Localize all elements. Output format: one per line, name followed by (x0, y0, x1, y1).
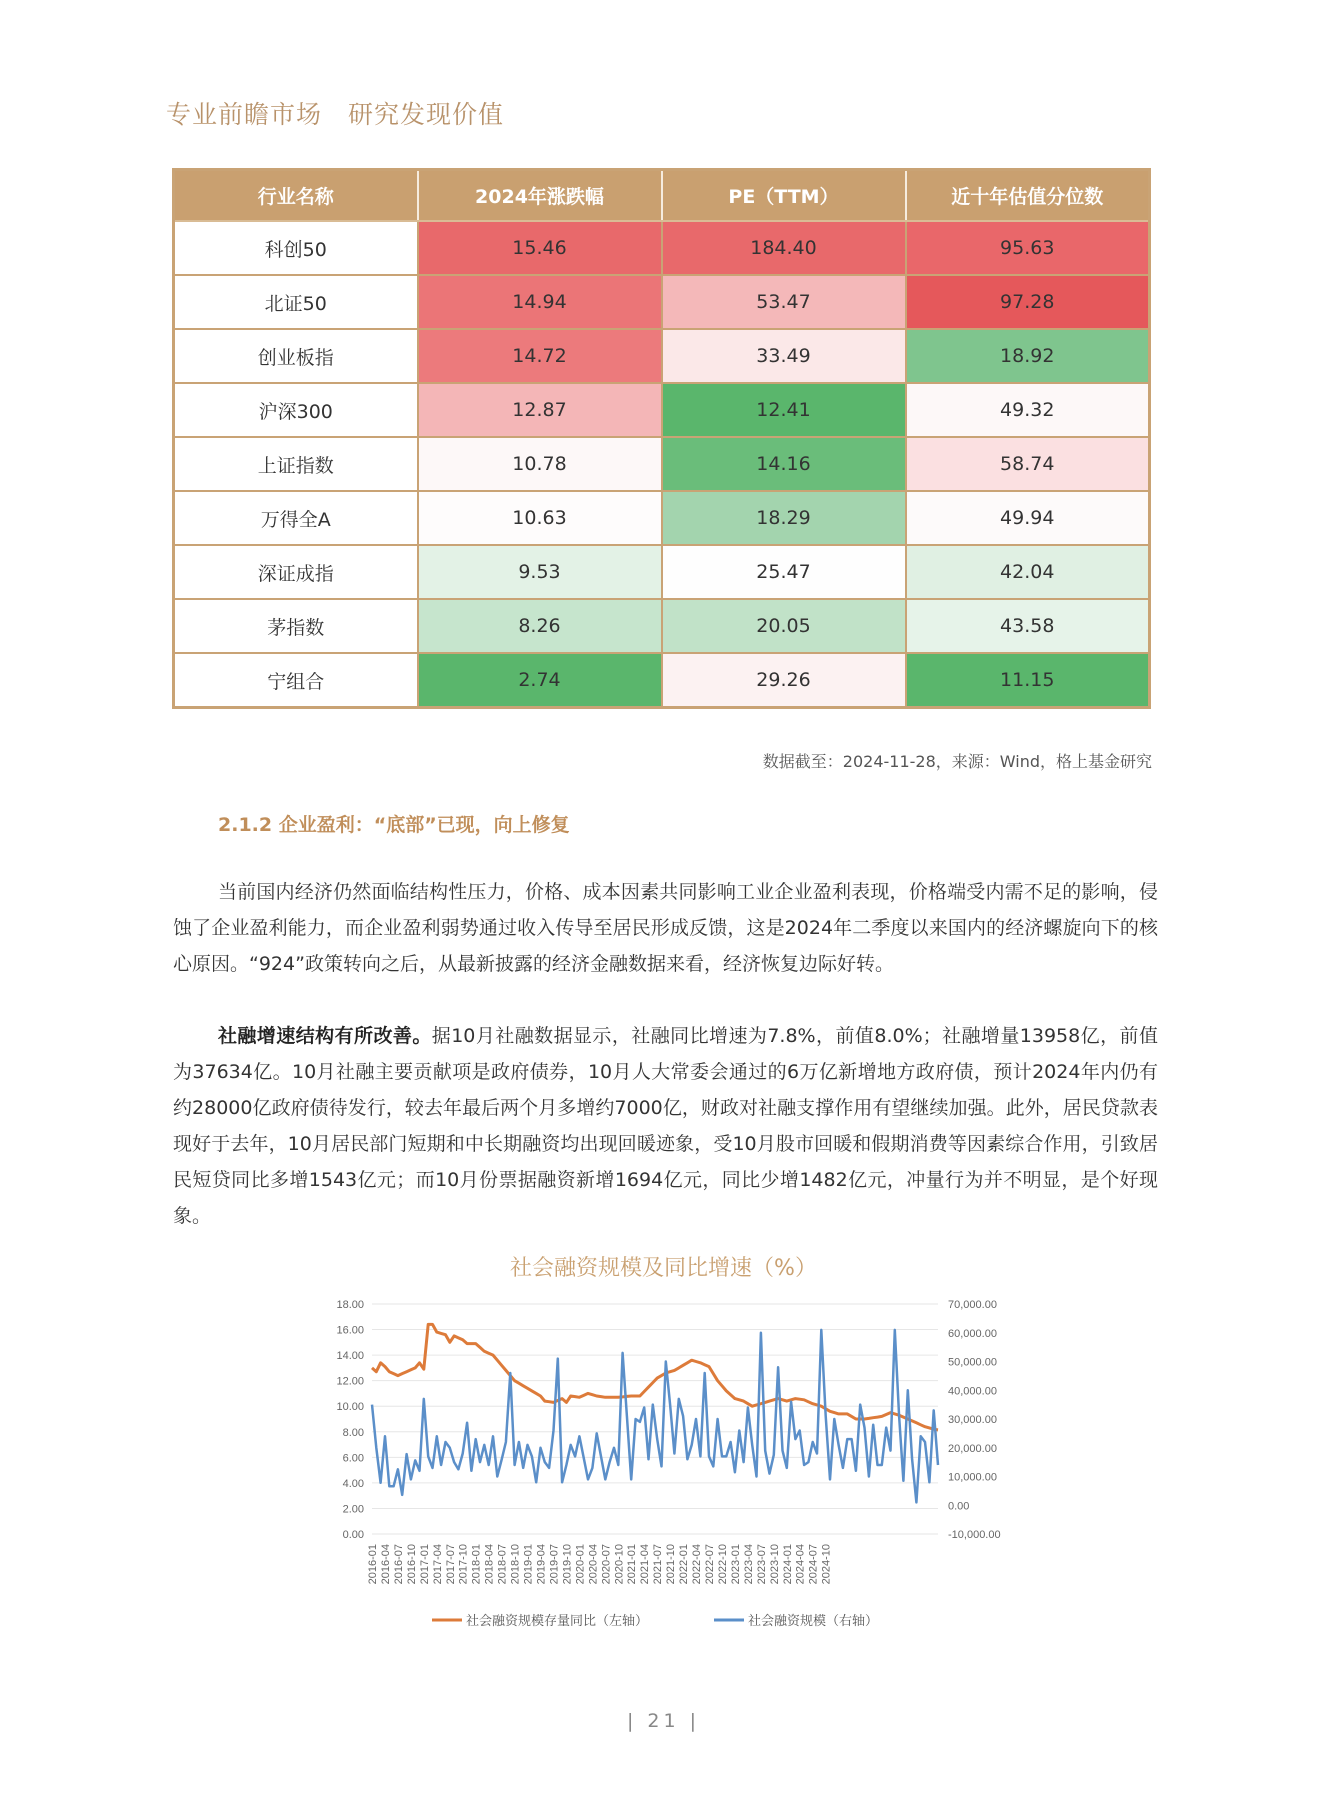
x-tick-label: 2022-04 (691, 1544, 704, 1585)
table-row (174, 383, 1150, 437)
table-row (174, 437, 1150, 491)
x-tick-label: 2023-01 (729, 1544, 742, 1585)
value-cell: 12.41 (662, 383, 906, 437)
paragraph-economy: 当前国内经济仍然面临结构性压力，价格、成本因素共同影响工业企业盈利表现，价格端受内需不足的影响，侵蚀了企业盈利能力，而企业盈利弱势通过收入传导至居民形成反馈，这是2024年二季度以来国内的经济螺旋向下的核心原因。“924”政策转向之后，从最新披露的经济金融数据来看，经济恢复边际好转。 (173, 881, 1158, 975)
y-left-tick: 12.00 (336, 1375, 364, 1388)
value-cell: 58.74 (906, 437, 1150, 491)
value-cell: 49.94 (906, 491, 1150, 545)
table-row (174, 491, 1150, 545)
y-right-tick: 0.00 (948, 1500, 970, 1513)
value-cell: 12.87 (418, 383, 662, 437)
value-cell: 33.49 (662, 329, 906, 383)
x-tick-label: 2021-04 (639, 1544, 652, 1585)
paragraph-lead: 社融增速结构有所改善。 (218, 1025, 432, 1047)
value-cell: 14.72 (418, 329, 662, 383)
data-source-note: 数据截至：2024-11-28，来源：Wind，格上基金研究 (762, 752, 1152, 771)
column-header: 近十年估值分位数 (906, 170, 1150, 222)
page-number-value: 21 (647, 1710, 680, 1732)
y-right-tick: 60,000.00 (948, 1327, 997, 1340)
value-cell: 49.32 (906, 383, 1150, 437)
x-tick-label: 2017-04 (431, 1544, 444, 1585)
y-left-tick: 8.00 (342, 1426, 364, 1439)
industry-name-cell: 上证指数 (174, 437, 418, 491)
y-left-tick: 4.00 (342, 1477, 364, 1490)
x-tick-label: 2018-07 (496, 1544, 509, 1585)
x-tick-label: 2022-07 (704, 1544, 717, 1585)
x-tick-label: 2019-10 (561, 1544, 574, 1585)
industry-name-cell: 宁组合 (174, 653, 418, 708)
x-tick-label: 2019-07 (548, 1544, 561, 1585)
y-left-tick: 18.00 (336, 1299, 364, 1311)
column-header: 行业名称 (174, 170, 418, 222)
table-row (174, 329, 1150, 383)
x-tick-label: 2023-07 (755, 1544, 768, 1585)
value-cell: 14.94 (418, 275, 662, 329)
y-right-tick: 40,000.00 (948, 1385, 997, 1398)
y-left-tick: 16.00 (336, 1324, 364, 1337)
x-tick-label: 2022-01 (678, 1544, 691, 1585)
x-tick-label: 2020-04 (587, 1544, 600, 1585)
table-row (174, 545, 1150, 599)
y-left-tick: 10.00 (336, 1401, 364, 1414)
x-tick-label: 2017-10 (457, 1544, 470, 1585)
value-cell: 97.28 (906, 275, 1150, 329)
value-cell: 20.05 (662, 599, 906, 653)
x-tick-label: 2020-01 (574, 1544, 587, 1585)
x-tick-label: 2023-10 (768, 1544, 781, 1585)
industry-name-cell: 万得全A (174, 491, 418, 545)
column-header: PE（TTM） (662, 170, 906, 222)
x-tick-label: 2018-04 (483, 1544, 496, 1585)
value-cell: 10.78 (418, 437, 662, 491)
industry-name-cell: 科创50 (174, 221, 418, 275)
paragraph-body: 据10月社融数据显示，社融同比增速为7.8%，前值8.0%；社融增量13958亿，前值为37634亿。10月社融主要贡献项是政府债券，10月人大常委会通过的6万亿新增地方政府债，预计2024年内仍有约28000亿政府债待发行，较去年最后两个月多增约7000亿，财政对社融支撑作用有望继续加强。此外，居民贷款表现好于去年，10月居民部门短期和中长期融资均出现回暖迹象，受10月股市回暖和假期消费等因素综合作用，引致居民短贷同比多增1543亿元；而10月份票据融资新增1694亿元，同比少增1482亿元，冲量行为并不明显，是个好现象。 (173, 1025, 1158, 1227)
value-cell: 53.47 (662, 275, 906, 329)
x-tick-label: 2021-10 (665, 1544, 678, 1585)
y-left-tick: 2.00 (342, 1503, 364, 1516)
value-cell: 10.63 (418, 491, 662, 545)
page-number: | 21 | (626, 1710, 701, 1732)
legend-label-monthly-scale: 社会融资规模（右轴） (748, 1614, 879, 1629)
y-right-tick: 10,000.00 (948, 1471, 997, 1484)
value-cell: 2.74 (418, 653, 662, 708)
chart-title: 社会融资规模及同比增速（%） (510, 1256, 817, 1281)
value-cell: 8.26 (418, 599, 662, 653)
value-cell: 18.92 (906, 329, 1150, 383)
x-tick-label: 2016-04 (379, 1544, 392, 1585)
value-cell: 15.46 (418, 221, 662, 275)
y-left-tick: 14.00 (336, 1350, 364, 1363)
industry-name-cell: 北证50 (174, 275, 418, 329)
value-cell: 18.29 (662, 491, 906, 545)
industry-name-cell: 茅指数 (174, 599, 418, 653)
industry-valuation-table (172, 168, 1151, 709)
x-tick-label: 2021-07 (652, 1544, 665, 1585)
x-tick-label: 2016-01 (367, 1544, 379, 1585)
page-header (166, 95, 504, 131)
value-cell: 184.40 (662, 221, 906, 275)
y-right-tick: 50,000.00 (948, 1356, 997, 1369)
y-left-tick: 6.00 (342, 1452, 364, 1465)
section-heading: 2.1.2 企业盈利：“底部”已现，向上修复 (218, 814, 570, 836)
table-row (174, 221, 1150, 275)
industry-name-cell: 深证成指 (174, 545, 418, 599)
x-tick-label: 2018-10 (509, 1544, 522, 1585)
value-cell: 25.47 (662, 545, 906, 599)
value-cell: 14.16 (662, 437, 906, 491)
x-tick-label: 2024-01 (781, 1544, 794, 1585)
x-tick-label: 2019-01 (522, 1544, 535, 1585)
y-right-tick: 30,000.00 (948, 1414, 997, 1426)
value-cell: 95.63 (906, 221, 1150, 275)
header-right: 研究发现价值 (348, 100, 505, 129)
x-tick-label: 2020-07 (600, 1544, 613, 1585)
y-right-tick: 70,000.00 (948, 1299, 997, 1311)
table-body (174, 221, 1150, 708)
x-tick-label: 2016-10 (405, 1544, 418, 1585)
table-row (174, 275, 1150, 329)
x-tick-label: 2023-04 (742, 1544, 755, 1585)
x-tick-label: 2024-04 (794, 1544, 807, 1585)
x-tick-label: 2017-07 (444, 1544, 457, 1585)
table-row (174, 599, 1150, 653)
paragraph-social-financing (173, 1018, 1158, 1234)
x-tick-label: 2017-01 (418, 1544, 431, 1585)
x-tick-label: 2021-01 (626, 1544, 639, 1585)
column-header: 2024年涨跌幅 (418, 170, 662, 222)
table-header-row (174, 170, 1150, 222)
value-cell: 43.58 (906, 599, 1150, 653)
header-left: 专业前瞻市场 (166, 100, 323, 129)
x-tick-label: 2019-04 (535, 1544, 548, 1585)
table-row (174, 653, 1150, 708)
x-tick-label: 2016-07 (392, 1544, 405, 1585)
value-cell: 42.04 (906, 545, 1150, 599)
y-left-tick: 0.00 (342, 1529, 364, 1541)
value-cell: 11.15 (906, 653, 1150, 708)
x-tick-label: 2020-10 (613, 1544, 626, 1585)
value-cell: 29.26 (662, 653, 906, 708)
x-tick-label: 2024-10 (820, 1544, 833, 1585)
legend-label-stock-yoy: 社会融资规模存量同比（左轴） (466, 1614, 649, 1629)
value-cell: 9.53 (418, 545, 662, 599)
social-financing-chart (310, 1290, 1010, 1650)
y-right-tick: -10,000.00 (948, 1529, 1001, 1541)
x-tick-label: 2022-10 (716, 1544, 729, 1585)
x-tick-label: 2024-07 (807, 1544, 820, 1585)
industry-name-cell: 沪深300 (174, 383, 418, 437)
industry-name-cell: 创业板指 (174, 329, 418, 383)
x-tick-label: 2018-01 (470, 1544, 483, 1585)
y-right-tick: 20,000.00 (948, 1442, 997, 1455)
